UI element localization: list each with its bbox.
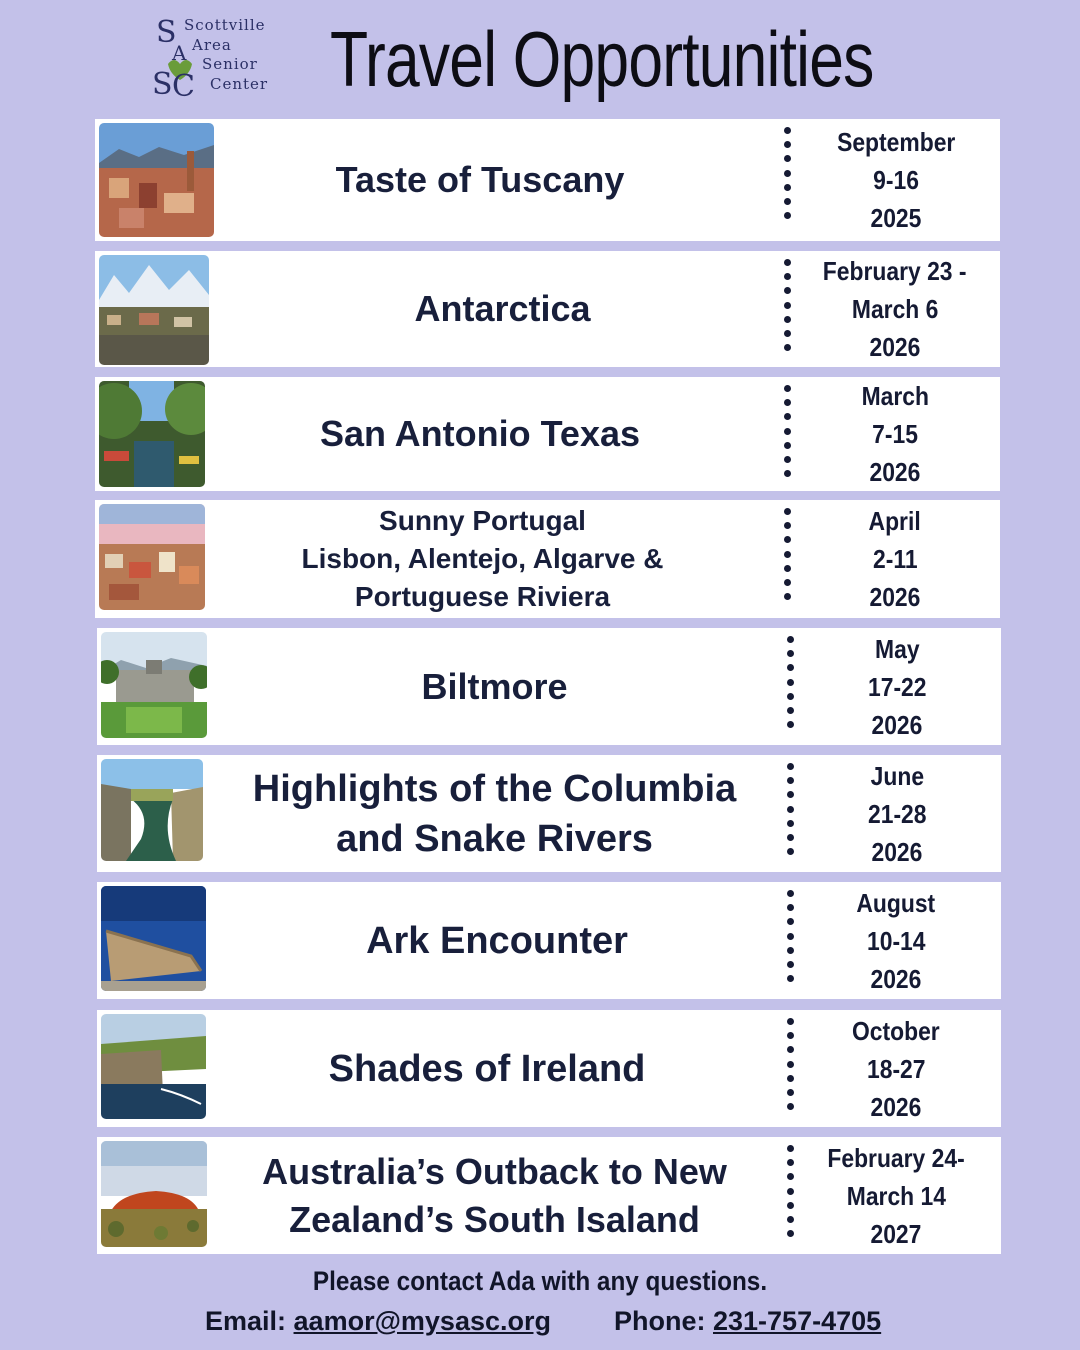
trip-name: Australia’s Outback to New [262, 1150, 727, 1192]
logo-line-1: Scottville [184, 16, 266, 34]
phone-line [614, 1302, 881, 1340]
trip-date-days: 10-14 [866, 925, 926, 956]
trip-name: Antarctica [414, 288, 591, 329]
trip-date-days: 18-27 [866, 1053, 926, 1084]
email-line [205, 1302, 551, 1340]
trip-row [95, 377, 1000, 491]
trip-date-month: October [852, 1015, 940, 1046]
trip-row [97, 755, 1001, 872]
trip-date-year: 2026 [869, 332, 921, 362]
ark-photo [101, 886, 206, 991]
trip-row [97, 1010, 1001, 1127]
phone-link[interactable]: 231-757-4705 [713, 1306, 882, 1336]
trip-row [95, 251, 1000, 367]
trip-name: San Antonio Texas [319, 413, 641, 454]
irish-cliffs-photo [101, 1014, 206, 1119]
trip-name-line-3: Portuguese Riviera [354, 581, 611, 612]
trip-date-days: 2-11 [872, 544, 918, 574]
trip-name-line-2: Lisbon, Alentejo, Algarve & [301, 543, 664, 574]
trip-date-month: May [874, 633, 920, 664]
trip-date-days: 7-15 [872, 419, 918, 449]
trip-name-line-2: and Snake Rivers [336, 817, 653, 860]
phone-label: Phone: [614, 1306, 713, 1336]
riverwalk-photo [99, 381, 205, 487]
trip-date-year: 2026 [871, 709, 923, 740]
trip-name: Biltmore [421, 665, 568, 707]
trip-date-month: March [861, 381, 929, 411]
svg-text:C: C [172, 69, 195, 100]
logo-line-2: Area [192, 35, 232, 54]
trip-date-month: June [870, 760, 924, 791]
tuscany-town-photo [99, 123, 214, 237]
trip-date-year: 2026 [869, 582, 921, 612]
trip-row [97, 628, 1001, 745]
trip-date-year: 2026 [871, 836, 923, 867]
trip-row [97, 882, 1001, 999]
email-link[interactable]: aamor@mysasc.org [293, 1306, 551, 1336]
trip-row [95, 119, 1000, 241]
logo-line-3: Senior [202, 55, 258, 73]
contact-line: Please contact Ada with any questions. [312, 1266, 768, 1296]
header [0, 0, 1080, 118]
trip-name: Highlights of the Columbia [252, 767, 737, 810]
trip-date-year: 2026 [870, 1091, 922, 1122]
trip-name: Sunny Portugal [379, 505, 586, 536]
trip-date-year: 2026 [869, 457, 921, 487]
trip-date-month: September [836, 127, 956, 157]
trip-date-month: February 23 - [823, 256, 967, 286]
trip-name: Taste of Tuscany [335, 159, 625, 200]
trip-date-days: 21-28 [867, 798, 927, 829]
trip-name: Ark Encounter [366, 919, 628, 962]
trip-date-month: August [856, 887, 936, 918]
trip-row [95, 500, 1000, 618]
trip-date-days: 9-16 [873, 165, 919, 195]
sasc-logo [150, 14, 280, 100]
trip-name-line-2: Zealand’s South Isaland [289, 1198, 700, 1240]
trip-date-year: 2025 [870, 203, 922, 233]
uluru-photo [101, 1141, 207, 1247]
svg-text:A: A [172, 41, 187, 65]
trip-date-days: March 14 [846, 1180, 946, 1211]
trip-date-month: April [868, 506, 922, 536]
river-canyon-photo [101, 759, 203, 861]
logo-line-4: Center [210, 74, 269, 93]
page-title: Travel Opportunities [330, 15, 874, 103]
trip-row [97, 1137, 1001, 1254]
mountain-village-photo [99, 255, 209, 365]
trip-date-days: 17-22 [867, 671, 927, 702]
lisbon-photo [99, 504, 205, 610]
trip-date-days: March 6 [851, 294, 939, 324]
biltmore-estate-photo [101, 632, 207, 738]
trip-name: Shades of Ireland [328, 1047, 646, 1090]
trip-date-month: February 24- [827, 1142, 965, 1173]
email-label: Email: [205, 1306, 294, 1336]
trip-date-year: 2026 [870, 963, 922, 994]
svg-text:S: S [152, 67, 173, 100]
trip-date-year: 2027 [870, 1218, 922, 1249]
svg-text:S: S [156, 15, 177, 50]
